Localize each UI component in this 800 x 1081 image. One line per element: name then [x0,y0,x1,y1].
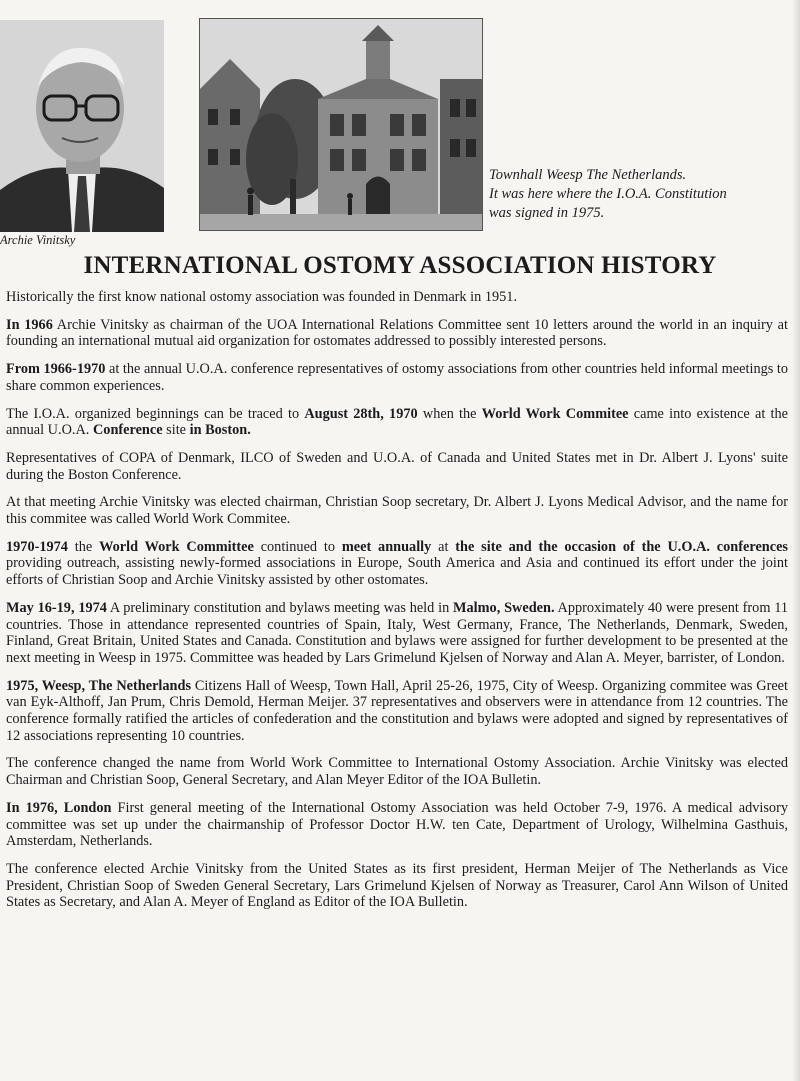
paragraph-1966: In 1966 Archie Vinitsky as chairman of the UOA International Relations Committee sent 10 letters around the world in an inquiry at founding an international mutual aid organization for ostomates addressed to possibly interested persons. [6,316,788,350]
article-body [6,289,788,922]
portrait-photo [0,20,164,232]
townhall-caption-line: was signed in 1975. [489,205,605,221]
paragraph-election: At that meeting Archie Vinitsky was elected chairman, Christian Soop secretary, Dr. Albert J. Lyons Medical Advisor, and the name for this commitee was called World Work Commitee. [6,494,788,528]
townhall-photo [199,18,483,231]
scan-edge-shadow [792,0,800,1081]
paragraph-origins: Historically the first know national ostomy association was founded in Denmark in 1951. [6,289,518,305]
paragraph-1970-beginnings: The I.O.A. organized beginnings can be traced to August 28th, 1970 when the World Work Commitee came into existence at the annual U.O.A. Conference site in Boston. [6,405,788,439]
paragraph-1970-1974: 1970-1974 the World Work Committee continued to meet annually at the site and the occasion of the U.O.A. conferences providing outreach, assisting newly-formed associations in Europe, South America and Asia and continued its effort under the joint efforts of Christian Soop and Archie Vinitsky assisted by other ostomates. [6,538,789,589]
page-title: INTERNATIONAL OSTOMY ASSOCIATION HISTORY [83,252,717,279]
paragraph-name-change: The conference changed the name from World Work Committee to International Ostomy Association. Archie Vinitsky was elected Chairman and Christian Soop, General Secretary, and Alan Meyer Editor of the IOA Bulletin. [6,755,788,789]
paragraph-1976-london: In 1976, London First general meeting of the International Ostomy Association was held October 7-9, 1976. A medical advisory committee was set up under the chairmanship of Professor Doctor H.W. ten Cate, Department of Urology, Wilhelmina Gasthuis, Amsterdam, Netherlands. [6,799,788,850]
townhall-caption-line: Townhall Weesp The Netherlands. [489,167,687,183]
paragraph-representatives: Representatives of COPA of Denmark, ILCO of Sweden and U.O.A. of Canada and United States met in Dr. Albert J. Lyons' suite during the Boston Conference. [6,449,788,483]
townhall-illustration [200,19,483,231]
portrait-caption: Archie Vinitsky [0,233,76,247]
portrait-illustration [0,20,164,232]
townhall-caption [489,166,789,223]
paragraph-1975-weesp: 1975, Weesp, The Netherlands Citizens Hall of Weesp, Town Hall, April 25-26, 1975, City of Weesp. Organizing commitee was Greet van Eyk-Althoff, Jan Prum, Chris Demold, Herman Meijer. 37 representatives and observers were in attendance from 12 countries. The conference formally ratified the articles of confederation and the constitution and bylaws were adopted and signed by representatives of 12 associations representing 10 countries. [6,677,788,744]
paragraph-first-officers: The conference elected Archie Vinitsky from the United States as its first president, Herman Meijer of The Netherlands as Vice President, Christian Soop of Sweden General Secretary, Lars Grimelund Kjelsen of Norway as Treasurer, Carol Ann Wilson of United States as Secretary, and Alan A. Meyer of England as Editor of the IOA Bulletin. [6,860,788,911]
paragraph-1966-1970: From 1966-1970 at the annual U.O.A. conference representatives of ostomy associations from other countries held informal meetings to share common experiences. [6,361,789,394]
paragraph-1974-malmo: May 16-19, 1974 A preliminary constitution and bylaws meeting was held in Malmo, Sweden. Approximately 40 were present from 11 countries. Those in attendance represented countries of Spain, Italy, West Germany, France, The Netherlands, Denmark, Sweden, Finland, Great Britain, United States and Canada. Constitution and bylaws were assigned for further development to be presented at the next meeting in Weesp in 1975. Committee was headed by Lars Grimelund Kjelsen of Norway and Alan A. Meyer, barrister, of London. [6,599,789,666]
townhall-caption-line: It was here where the I.O.A. Constitution [489,186,727,202]
